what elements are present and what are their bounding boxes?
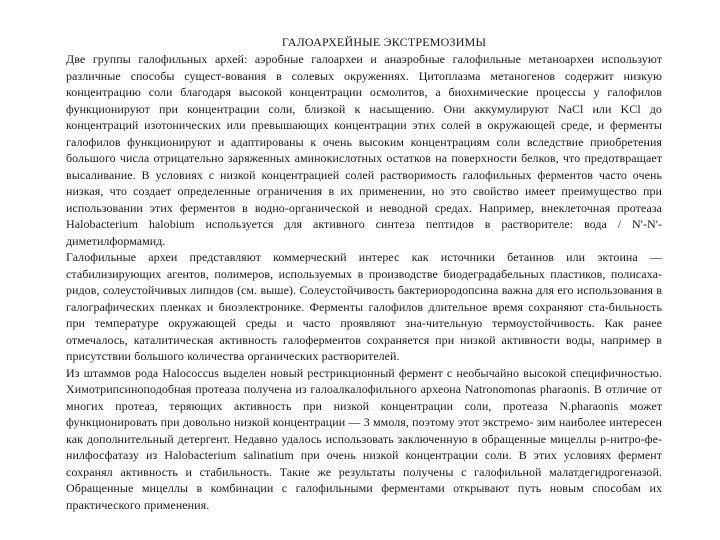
paragraph-halococcus-enzymes: Из штаммов рода Halococcus выделен новый рестрикционный фермент с необычайно высокой специфичностью. Химотрипсиноподобная протеаза получена из галоалкалофильного археона Natronomonas pharaonis. В отличие от многих протеаз, теряющих активность при низкой концентрации соли, протеаза N.pharaonis может функционировать при довольно низкой концентрации — 3 ммоля, поэтому этот экстремо- зим наиболее интересен как дополнительный детергент. Недавно удалось использовать заключенную в обращенные мицеллы p-нитро-фе- нилфосфатазу из Halobacterium salinatium при очень низкой концентрации соли. В этих условиях фермент сохранял активность и стабильность. Такие же результаты получены с галофильной малатдегидрогеназой. Обращенные мицеллы в комбинации с галофильными ферментами открывают путь новым способам их практического применения. bbox=[66, 365, 662, 512]
paragraph-halophile-groups: Две группы галофильных архей: аэробные галоархеи и анаэробные галофильные метаноархеи используют различные способы сущест-вования в солевых окружениях. Цитоплазма метаногенов содержит низкую концентрацию соли благодаря высокой концентрации осмолитов, а биохимические процессы у галофилов функционируют при концентрации соли, близкой к насыщению. Они аккумулируют NaCl или KCl до концентраций изотонических или превышающих концентрации этих солей в окружающей среде, и ферменты галофилов функционируют и адаптированы к очень высоким концентрациям соли вследствие приобретения большого числа отрицательно заряженных аминокислотных остатков на поверхности белков, что предотвращает высаливание. В условиях с низкой концентрацией солей растворимость галофильных ферментов часто очень низкая, что создает определенные ограничения в их применении, но это свойство имеет преимущество при использовании этих ферментов в водно-органической и неводной средах. Например, внеклеточная протеаза Halobacterium halobium используется для активного синтеза пептидов в растворителе: вода / N'-N'-диметилформамид. bbox=[66, 52, 662, 248]
document-title: ГАЛОАРХЕЙНЫЕ ЭКСТРЕМОЗИМЫ bbox=[281, 35, 487, 49]
paragraph-commercial-interest: Галофильные археи представляют коммерческий интерес как источники бетаинов или эктоина — стабилизирующих агентов, полимеров, используемых в производстве биодеградабельных пластиков, полисаха-ридов, солеустойчивых липидов (см. выше). Солеустойчивость бактериородопсина важна для его использования в галографических пленках и биоэлектронике. Ферменты галофилов длительное время сохраняют ста-бильность при температуре окружающей среды и часто проявляют зна-чительную термоустойчивость. Как ранее отмечалось, каталитическая активность галоферментов сохраняется при низкой активности воды, например в присутствии большого количества органических растворителей. bbox=[66, 250, 662, 363]
